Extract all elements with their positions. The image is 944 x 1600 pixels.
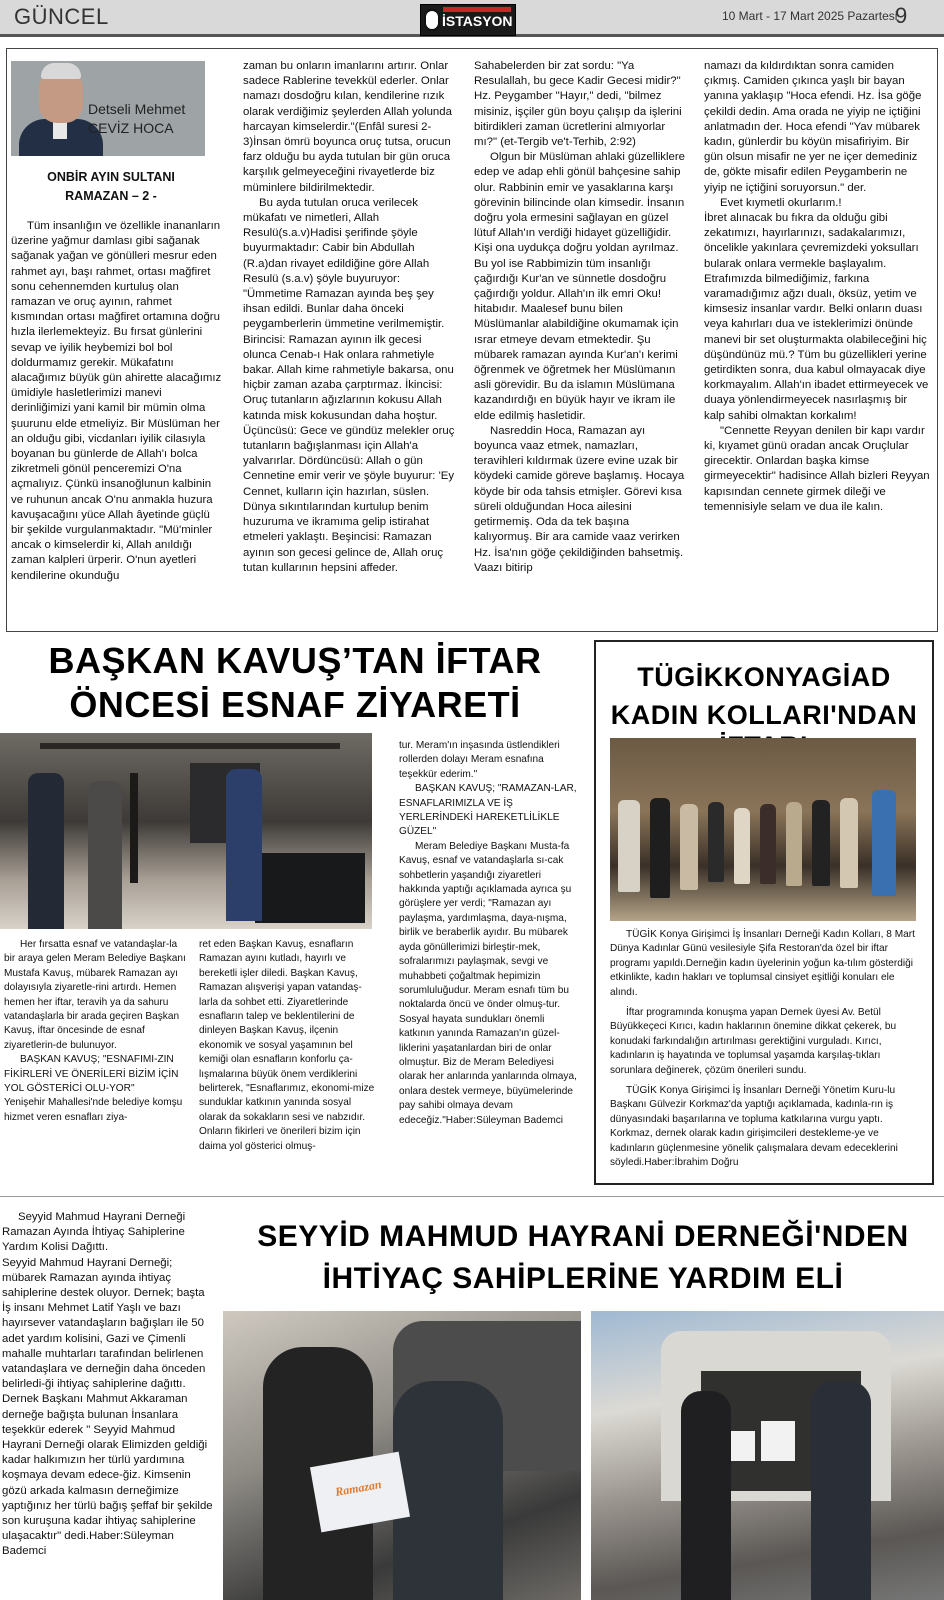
column-title-line1: ONBİR AYIN SULTANI bbox=[47, 170, 175, 184]
column-text-col1 bbox=[11, 219, 223, 623]
kavus-store-photo bbox=[0, 733, 372, 929]
seyyid-headline-line1: SEYYİD MAHMUD HAYRANİ DERNEĞİ'NDEN bbox=[257, 1220, 909, 1253]
person-figure bbox=[708, 802, 724, 882]
column-paragraph: Evet kıymetli okurlarım.! bbox=[720, 196, 842, 209]
kavus-paragraph: tur. Meram'ın inşasında üstlendikleri rollerden dolayı Meram esnafına teşekkür ederim." bbox=[399, 740, 560, 780]
author-hair bbox=[41, 63, 81, 79]
tugik-headline-line2: KADIN KOLLARI'NDAN bbox=[610, 700, 918, 730]
column-paragraph: Olgun bir Müslüman ahlaki güzelliklere edep ve adap ehli gönül bahçesine sahip olur. Rabbinin emir ve yasaklarına karşı görevinin bilincinde olan kimsedir. İnsanın doğru yola ermesini sağlayan en güzel lütuf Allah'ın verdiği hidayet güzelliğidir. Kişi ona uydukça doğru yoldan ayrılmaz. Bu yol ise Rabbimizin tüm insanlığı çağırdığı Kur'an ve sünnetle dosdoğru çağırdığı yoldur. Allah'ın ilk emri Oku! hitabıdır. Maalesef bunu bilen Müslümanlar alabildiğine okumamak için ısrar etmeye devam etmektedir. Şu mübarek ramazan ayında Kur'an'ı kerimi öğrenmek ve öğretmek her Müslümanın asli görevidir. Bu da islamın Müslümana kazandırdığı en büyük hayır ve ikram ile elde edilmiş hasletidir. bbox=[474, 151, 685, 422]
issue-date: 10 Mart - 17 Mart 2025 Pazartesi bbox=[722, 9, 898, 23]
kavus-subhead: BAŞKAN KAVUŞ; "ESNAFIMI-ZIN FİKİRLERİ VE ÖNERİLERİ BİZİM İÇİN YOL GÖSTERİCİ OLU-YOR" bbox=[4, 1054, 179, 1095]
person-figure bbox=[226, 769, 262, 921]
tugik-paragraph: İftar programında konuşma yapan Dernek üyesi Av. Betül Büyükkeçeci Kırıcı, kadın haklarının önemine dikkat çekerek, bu konudaki farkındalığın artırılması gerektiğini vurguladı. Kırıcı, kadınların iş hayatında ve toplumsal yaşamda karşılaş-tıkları sorunlara değinerek, çözüm önerileri sundu. bbox=[610, 1007, 897, 1076]
section-divider bbox=[0, 1196, 944, 1197]
seyyid-photo-right bbox=[591, 1311, 944, 1600]
person-figure bbox=[760, 804, 776, 884]
logo-stripe bbox=[443, 7, 511, 12]
seyyid-text bbox=[2, 1210, 214, 1600]
column-text-col2 bbox=[243, 59, 458, 623]
tugik-group-photo bbox=[610, 738, 916, 921]
newspaper-logo-icon bbox=[424, 9, 440, 31]
aid-box bbox=[761, 1421, 795, 1461]
page-number: 9 bbox=[895, 3, 908, 28]
kavus-paragraph: ret eden Başkan Kavuş, esnafların Ramazan ayını kutladı, hayırlı ve bereketli işler diledi. Başkan Kavuş, Ramazan alışverişi yapan vatandaş-larla da sohbet etti. Ziyaretlerinde esnafların talep ve beklentilerini de dinleyen Başkan Kavuş, ilçenin ekonomik ve sosyal yaşamının bel kemiği olan esnafların konforlu ça-lışmalarına büyük önem verdiklerini belirterek, "Esnaflarımız, ekonomi-mize sunduklar katkının yanında sosyal olarak da sokakların sesi ve nabzıdır. Onların fikirleri ve önerileri bizim için daima yol gösterici olmuş- bbox=[199, 939, 375, 1152]
seyyid-paragraph: Seyyid Mahmud Hayrani Derneği; mübarek Ramazan ayında ihtiyaç sahiplerine destek oluyor. Dernek; başta İş insanı Mehmet Latif Yaşlı ve bazı hayırsever vatandaşların bağışları ile 50 adet yardım kolisini, Gazi ve Çimenli mahalle muhtarları tarafından belirlenen vatandaşlara ve derneğin daha önceden belirledi-ği ihtiyaç sahiplerine dağıttı. bbox=[2, 1256, 206, 1391]
column-title-line2: RAMAZAN – 2 - bbox=[65, 189, 157, 203]
column-text-col3 bbox=[474, 59, 687, 623]
seyyid-paragraph: Seyyid Mahmud Hayrani Derneği Ramazan Ayında İhtiyaç Sahiplerine Yardım Kolisi Dağıttı. bbox=[2, 1211, 186, 1254]
person-figure bbox=[786, 802, 802, 886]
column-paragraph: Bu ayda tutulan oruca verilecek mükafatı ve nimetleri, Allah Resulü(s.a.v)Hadisi şerifinde şöyle buyurmaktadır: Cabir bin Abdullah (R.a)dan rivayet edildiğine göre Allah Resulü (s.a.v) şöyle buyuruyor: "Ümmetime Ramazan ayında beş şey ihsan edildi. Bunlar daha önceki peygamberlerin ümmetine verilmemiştir. Birincisi: Ramazan ayının ilk gecesi olunca Cenab-ı Hak onlara rahmetiyle bakar. Allah kime rahmetiyle bakarsa, onu hiçbir zaman azaba çarptırmaz. İkincisi: Oruç tutanların ağızlarının kokusu Allah katında misk kokusundan daha hoştur. Üçüncüsü: Gece ve gündüz melekler oruç tutanların bağışlanması için Allah'a yalvarırlar. Dördüncüsü: Allah o gün Cennetine emir verir ve şöyle buyurur: 'Ey Cennet, kulların için hazırlan, süslen. Dünya sıkıntılarından kurtulup benim huzuruma ve ikramıma gelip istirahat etmeleri yaklaştı. Beşincisi: Ramazan ayının son gecesi gelince de, Allah oruç tutan kullarının hepsini affeder. bbox=[243, 196, 455, 574]
person-figure bbox=[812, 800, 830, 886]
tugik-headline-line1: TÜGİKKONYAGİAD bbox=[637, 662, 891, 692]
kavus-headline-line1: BAŞKAN KAVUŞ’TAN İFTAR bbox=[48, 640, 542, 681]
person-figure bbox=[88, 781, 122, 929]
person-figure bbox=[393, 1381, 503, 1600]
tugik-paragraph: TÜGİK Konya Girişimci İş İnsanları Derneği Kadın Kolları, 8 Mart Dünya Kadınlar Günü vesilesiyle Şifa Restoran'da özel bir iftar programı yapıldı.Derneğin kadın üyelerinin yoğun ka-tılım gösterdiği etkinlikte, kadın hakları ve toplumsal cinsiyet eşitliği konuları ele alındı. bbox=[610, 929, 915, 998]
person-figure bbox=[680, 804, 698, 890]
seyyid-paragraph: Dernek Başkanı Mahmut Akkaraman derneğe bağışta bulunan İnsanlara teşekkür ederek " Seyyid Mahmud Hayrani Derneği olarak Elimizden geldiği kadar halkımızın her türlü yardımına koşmaya devam edece-ğiz. Kimsenin gözü arkada kalmasın derneğimize yaptığınız her türlü bağış şeffaf bir şekilde son kuruşuna kadar ihtiyaç sahiplerine ulaşacaktır" dedi.Haber:Süleyman Bademci bbox=[2, 1393, 213, 1558]
author-name-line1: Detseli Mehmet bbox=[88, 101, 186, 117]
section-name: GÜNCEL bbox=[14, 4, 109, 29]
column-paragraph: Tüm insanlığın ve özellikle inananların üzerine yağmur damlası gibi sağanak sağanak yağan ve gönülleri mesrur eden rahmet ayı, başı rahmet, ortası mağfiret sonu cehennemden kurtuluş olan ramazan ve oruç ayının, rahmet kısmından ortası mağfiret ortamına doğru hızla ilerlemekteyiz. Bu fırsat günlerini sevap ve iyilik heybemizi bol bol doldurmamız gerekir. Mükafatını alacağımız büyük gün ahirette alacağımız ümidiyle hasletlerimizi manevi derinliğimizi yani kamil bir mümin olma şuurunu elde etmeliyiz. Bir Müslüman her an olduğu gibi, vicdanları iyilik cilasıyla boyanan bu günlerde de Allah'ı bolca zikretmeli gönül penceremizi O'na açmalıyız. Çünkü insanoğlunun kalbinin ve ruhunun ancak O'nu anmakla huzura kavuşacağını yüce Allah âyetinde güçlü bir şekilde vurgulanmaktadır. "Mü'minler ancak o kimselerdir ki, Allah anıldığı zaman kalpleri ürperir. O'nun ayetleri kendilerine okunduğu bbox=[11, 220, 222, 582]
person-figure bbox=[811, 1381, 871, 1600]
column-paragraph: Nasreddin Hoca, Ramazan ayı boyunca vaaz etmek, namazları, teravihleri kıldırmak üzere evine uzak bir köydeki camide göreve başlamış. Hocaya köyde bir oda tahsis etmişler. Görevi kısa süreli olduğundan Hoca ailesini getirmemiş. Oda da tek başına kalıyormuş. Bir ara camide vaaz verirken Hz. İsa'nın göğe çekildiğinden bahsetmiş. Vaazı bitirip bbox=[474, 424, 685, 574]
column-paragraph: "Cennette Reyyan denilen bir kapı vardır ki, kıyamet günü oradan ancak Oruçlular girecektir. Onlardan başka kimse girmeyecektir" hadisince Allah bizleri Reyyan kapısından cennete girmek dileği ve temennisiyle selam ve dua ile kalın. bbox=[704, 424, 930, 513]
kavus-text-col1 bbox=[4, 938, 188, 1174]
tugik-text bbox=[610, 928, 920, 1174]
store-ceiling-rail bbox=[40, 743, 340, 749]
column-paragraph: İbret alınacak bu fıkra da olduğu gibi zekatımızı, hayırlarınızı, sadakalarımızı, öncelikle yakınlara çevremizdeki yoksulları bularak onlara vermekle başlayalım. Etrafımızda bilmediğimiz, farkına varamadığımız ağzı dualı, öksüz, yetim ve kimsesiz insanlar vardır. Belki onların duası veya kahırları dua ve isteklerimizi önünde manevi bir set oluşturmakta olabileceğini hiç düşündünüz mü.? Tüm bu güzellikleri yerine getirdikten sonra, dua kabul olmayacak diye korkmayalım. Allah'ın ibadet ettirmeyecek ve duaya yönlendirmeyecek nasırlaşmış bir kalp sahibi olmaktan korkalım! bbox=[704, 212, 929, 422]
column-paragraph: namazı da kıldırdıktan sonra camiden çıkmış. Camiden çıkınca yaşlı bir bayan yanına yaklaşıp "Hoca efendi. Hz. İsa göğe çekildi dedin. Ama orada ne yiyip ne içtiğini anlatmadın der. Hoca efendi "Yav mübarek kadın, günlerdir bu köyün misafiriyim. Bir gün olsun misafir ne yer ne içer demediniz de, gökte misafir edilen Peygamberin ne yiyip ne içtiğini soruyorsun." der. bbox=[704, 60, 922, 194]
seyyid-headline-line2: İHTİYAÇ SAHİPLERİNE YARDIM ELİ bbox=[322, 1262, 844, 1295]
author-name-line2: CEVİZ HOCA bbox=[88, 120, 174, 136]
kavus-text-col3 bbox=[399, 739, 581, 1175]
kavus-headline-line2: ÖNCESİ ESNAF ZİYARETİ bbox=[69, 684, 521, 725]
column-paragraph: zaman bu onların imanlarını artırır. Onlar sadece Rablerine tevekkül ederler. Onlar namazı dosdoğru kılan, kendilerine rızık olarak verdiğimiz şeylerden Allah yolunda harcayan kimselerdir."(Enfâl suresi 2-3)İnsan ömrü boyunca oruç tutsa, orucun farz olduğu bu ayda tutulan bir gün oruca karşılık gelmeyeceğini rivayetlerde biz müminlere bildirilmektedir. bbox=[243, 60, 452, 194]
seyyid-photo-left bbox=[223, 1311, 581, 1600]
person-figure bbox=[650, 798, 670, 898]
kavus-text-col2 bbox=[199, 938, 379, 1174]
person-figure bbox=[681, 1391, 731, 1600]
person-figure bbox=[618, 800, 640, 892]
kavus-paragraph: Meram Belediye Başkanı Musta-fa Kavuş, esnaf ve vatandaşlarla sı-cak sohbetlerin yaşandığı ziyaretleri hakkında yaptığı açıklamada ayrıca şu görüşlere yer verdi; "Ramazan ayı paylaşma, yardımlaşma, daya-nışma, birlik ve beraberlik ayıdır. Bu mübarek ayda gönüllerimizi birleştir-mek, sofralarımızı paylaşmak, sevgi ve muhabbeti çoğaltmak hepimizin sorumluluğudur. Meram esnafı tüm bu noktalarda öncü ve önder olmuş-tur. Sosyal hayata sundukları önemli katkının yanında Ramazan'ın güzel-liklerini yaşatanlardan biri de onlar olmuştur. Biz de Meram Belediyesi olarak her anlarında yanlarında olmaya, onlara destek vermeye, büyümelerinde pay sahibi olmaya devam edeceğiz."Haber:Süleyman Bademci bbox=[399, 840, 577, 1126]
kavus-subhead: BAŞKAN KAVUŞ; "RAMAZAN-LAR, ESNAFLARIMIZLA VE İŞ YERLERİNDEKİ HAREKETLİLİKLE GÜZEL" bbox=[399, 783, 577, 838]
kavus-paragraph: Yenişehir Mahallesi'nde belediye komşu hizmet veren esnafları ziya- bbox=[4, 1097, 183, 1123]
kavus-paragraph: Her fırsatta esnaf ve vatandaşlar-la bir araya gelen Meram Belediye Başkanı Mustafa Kavuş, mübarek Ramazan ayı dolayısıyla ziyaretle-rini artırdı. Hemen hemen her iftar, teravih ya da sahuru vatandaşlarla bir arada geçiren Başkan Kavuş, iftar öncesinde de esnaf ziyaretlerin-de bulunuyor. bbox=[4, 939, 186, 1051]
logo-text: İSTASYON bbox=[442, 13, 513, 29]
column-paragraph: Sahabelerden bir zat sordu: "Ya Resulallah, bu gece Kadir Gecesi midir?" Hz. Peygamber "Hayır," dedi, "bilmez misiniz, işçiler gün boyu çalışıp da işlerini bitirdikleri zaman ücretlerini almıyorlar mı?" (et-Tergib ve't-Terhib, 2:92) bbox=[474, 60, 682, 149]
aid-box-label: Ramazan bbox=[334, 1477, 383, 1499]
person-figure bbox=[872, 790, 896, 896]
column-text-col4 bbox=[704, 59, 930, 623]
person-figure bbox=[28, 773, 64, 929]
store-rack bbox=[130, 773, 138, 883]
person-figure bbox=[840, 798, 858, 888]
newspaper-logo bbox=[420, 4, 516, 36]
store-counter bbox=[255, 853, 365, 923]
person-figure bbox=[734, 808, 750, 884]
tugik-paragraph: TÜGİK Konya Girişimci İş İnsanları Derneği Yönetim Kuru-lu Başkanı Gülvezir Korkmaz'da yaptığı açıklamada, kadınla-rın iş dünyasındaki başarılarına ve topluma katkılarına vurgu yaptı. Korkmaz, dernek olarak kadın girişimcileri destekleme-ye ve kadınların güçlenmesine yönelik çalışmalara devam edeceklerini söyledi.Haber:İbrahim Doğru bbox=[610, 1085, 898, 1169]
